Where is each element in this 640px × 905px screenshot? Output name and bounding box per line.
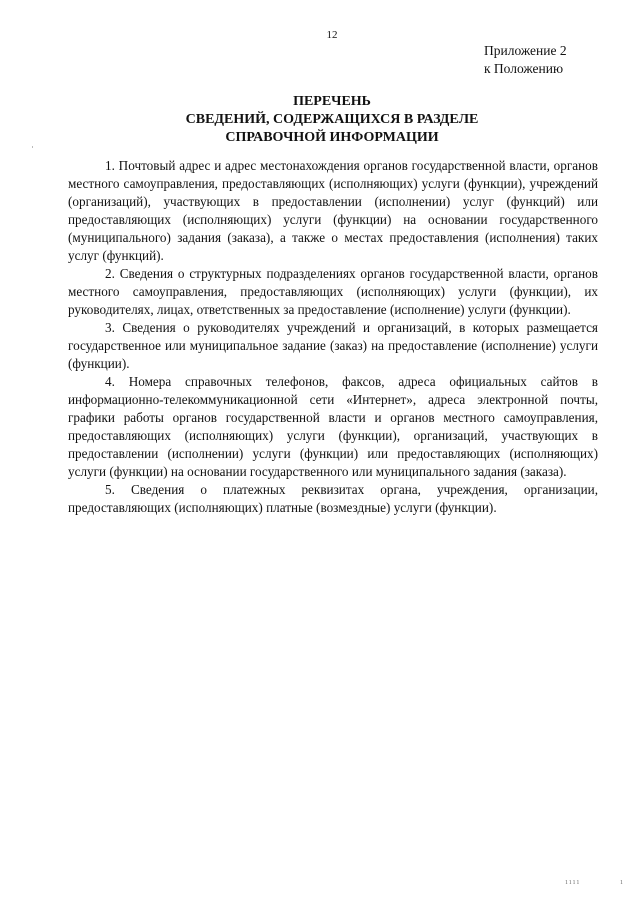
title-line-3: СПРАВОЧНОЙ ИНФОРМАЦИИ xyxy=(225,130,439,145)
paragraph-3: 3. Сведения о руководителях учреждений и организаций, в которых размещается государственное или муниципальное задание (заказ) на предоставление (исполнение) услуги (функции). xyxy=(68,320,598,371)
appendix-line-1: Приложение 2 xyxy=(484,43,567,58)
footer-code: 1111 xyxy=(565,880,581,886)
page-number: 12 xyxy=(326,29,338,41)
document-body xyxy=(68,157,598,517)
footer-mark: 1 xyxy=(620,880,623,886)
appendix-label xyxy=(484,42,567,78)
margin-mark xyxy=(32,146,33,148)
paragraph-4: 4. Номера справочных телефонов, факсов, адреса официальных сайтов в информационно-телекоммуникационной сети «Интернет», адреса электронной почты, графики работы органов государственной власти и органов местного самоуправления, предоставляющих (исполняющих) услуги (функции), организаций, участвующих в предоставлении (исполнении) услуги (функции) или предоставляющих (исполняющих) услуги (функции) на основании государственного или муниципального задания (заказа). xyxy=(68,374,598,479)
title-line-2: СВЕДЕНИЙ, СОДЕРЖАЩИХСЯ В РАЗДЕЛЕ xyxy=(185,112,479,127)
paragraph-5: 5. Сведения о платежных реквизитах органа, учреждения, организации, предоставляющих (исполняющих) платные (возмездные) услуги (функции). xyxy=(68,482,598,515)
paragraph-1: 1. Почтовый адрес и адрес местонахождения органов государственной власти, органов местного самоуправления, предоставляющих (исполняющих) услуги (функции), учреждений (организаций), участвующих в предоставлении (исполнении) услуг (функций) или предоставляющих (исполняющих) услуги (функции) на основании государственного (муниципального) задания (заказа), а также о местах предоставления (исполнения) таких услуг (функций). xyxy=(68,158,598,263)
document-title xyxy=(0,93,640,147)
paragraph-2: 2. Сведения о структурных подразделениях органов государственной власти, органов местного самоуправления, предоставляющих (исполняющих) услуги (функции), их руководителях, лицах, ответственных за предоставление (исполнение) услуги (функции). xyxy=(68,266,598,317)
title-line-1: ПЕРЕЧЕНЬ xyxy=(293,94,371,109)
appendix-line-2: к Положению xyxy=(484,61,564,76)
